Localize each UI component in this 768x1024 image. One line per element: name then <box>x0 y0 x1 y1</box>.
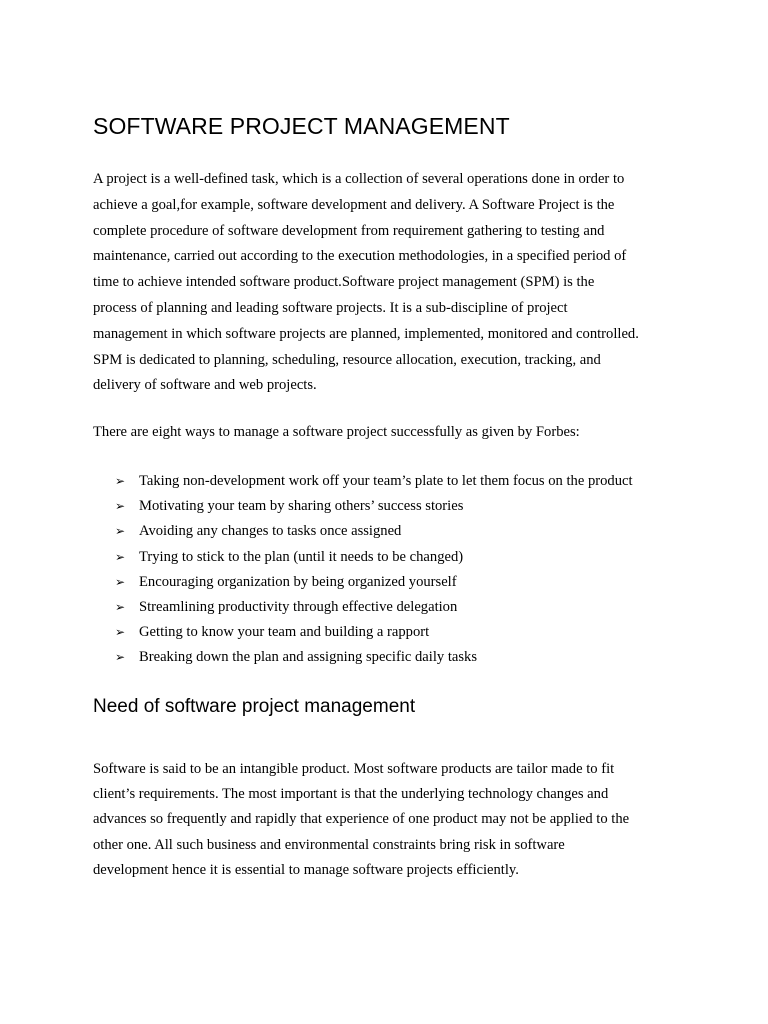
list-item <box>115 570 633 595</box>
list-item <box>115 620 633 645</box>
document-title: SOFTWARE PROJECT MANAGEMENT <box>93 113 510 139</box>
list-item <box>115 595 633 620</box>
intro-line: time to achieve intended software product.Software project management (SPM) is the <box>93 274 595 291</box>
ways-lead-text: There are eight ways to manage a software project successfully as given by Forbes: <box>93 424 580 440</box>
section-heading: Need of software project management <box>93 696 416 717</box>
arrow-bullet-icon: ➢ <box>115 474 126 488</box>
intro-line: complete procedure of software development from requirement gathering to testing and <box>93 222 605 239</box>
intro-line: SPM is dedicated to planning, scheduling, resource allocation, execution, tracking, and <box>93 351 601 368</box>
intro-paragraph <box>93 167 683 399</box>
closing-line: advances so frequently and rapidly that experience of one product may not be applied to the <box>93 811 630 828</box>
closing-line: client’s requirements. The most important is that the underlying technology changes and <box>93 786 609 803</box>
list-item-text: Encouraging organization by being organized yourself <box>139 573 457 590</box>
list-item <box>115 545 633 570</box>
list-item-text: Avoiding any changes to tasks once assigned <box>139 523 402 540</box>
arrow-bullet-icon: ➢ <box>115 600 126 615</box>
closing-paragraph <box>93 757 683 883</box>
intro-line: process of planning and leading software projects. It is a sub-discipline of project <box>93 299 568 316</box>
intro-line: A project is a well-defined task, which is a collection of several operations done in order to <box>93 171 625 187</box>
arrow-bullet-icon: ➢ <box>115 574 126 589</box>
arrow-bullet-icon: ➢ <box>115 549 126 564</box>
list-item-text: Breaking down the plan and assigning specific daily tasks <box>139 649 478 666</box>
list-item <box>115 494 633 519</box>
list-item-text: Trying to stick to the plan (until it needs to be changed) <box>139 548 464 565</box>
list-item-text: Motivating your team by sharing others’ success stories <box>139 498 464 515</box>
list-item-text: Getting to know your team and building a rapport <box>139 624 430 641</box>
list-item <box>115 645 633 670</box>
ways-list <box>115 469 633 671</box>
list-item-text: Taking non-development work off your team’s plate to let them focus on the product <box>139 473 633 489</box>
closing-line: other one. All such business and environmental constraints bring risk in software <box>93 836 565 853</box>
intro-line: management in which software projects are planned, implemented, monitored and controlled. <box>93 325 639 342</box>
list-item <box>115 519 633 544</box>
closing-line: development hence it is essential to manage software projects efficiently. <box>93 861 519 878</box>
closing-line: Software is said to be an intangible product. Most software products are tailor made to fit <box>93 761 615 777</box>
intro-line: achieve a goal,for example, software development and delivery. A Software Project is the <box>93 196 615 213</box>
list-item <box>115 469 633 494</box>
arrow-bullet-icon: ➢ <box>115 524 126 539</box>
arrow-bullet-icon: ➢ <box>115 650 126 665</box>
intro-line: delivery of software and web projects. <box>93 377 317 394</box>
arrow-bullet-icon: ➢ <box>115 625 126 640</box>
intro-line: maintenance, carried out according to the execution methodologies, in a specified period of <box>93 248 627 265</box>
arrow-bullet-icon: ➢ <box>115 499 126 514</box>
list-item-text: Streamlining productivity through effective delegation <box>139 599 458 616</box>
